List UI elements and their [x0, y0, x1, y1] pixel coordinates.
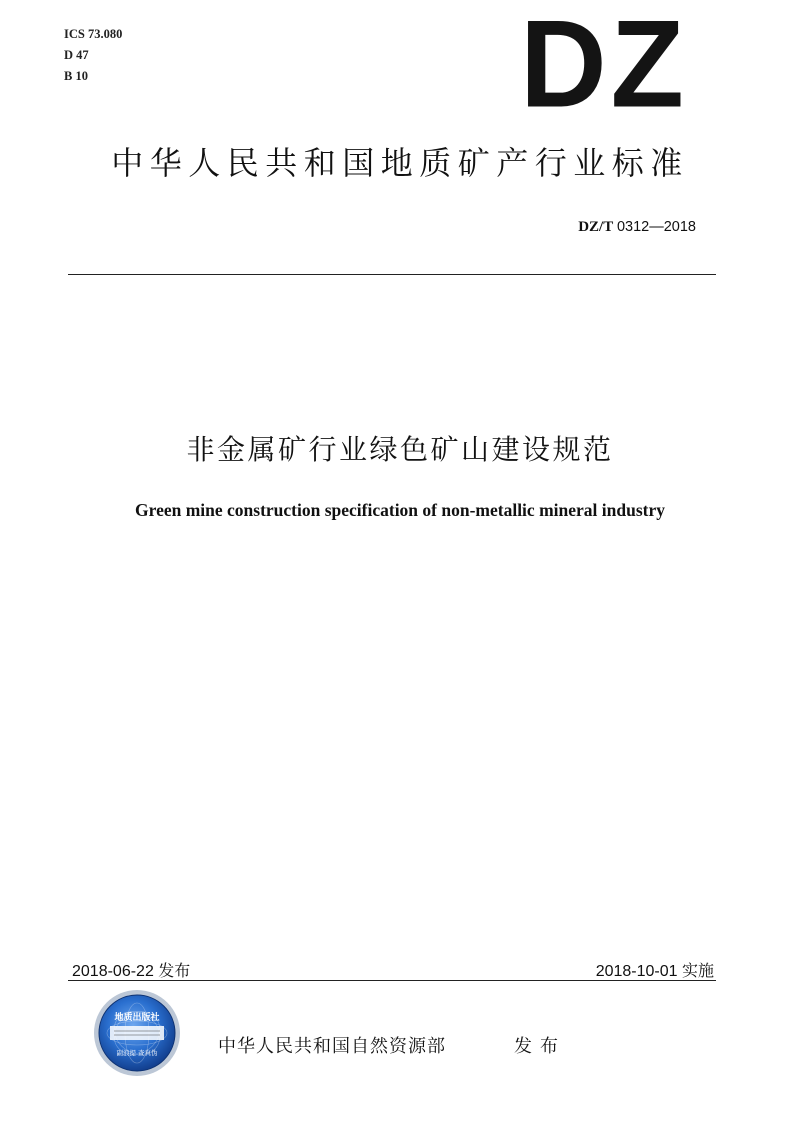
implementation-date: 2018-10-01 实施 — [595, 963, 714, 980]
issue-date: 2018-06-22 发布 — [72, 963, 191, 980]
seal-white-band — [110, 1026, 164, 1040]
standard-year-number: 0312—2018 — [616, 219, 696, 235]
ics-code: ICS 73.080 — [64, 27, 123, 41]
top-divider — [68, 274, 716, 275]
dz-logo: DZ — [520, 0, 688, 134]
classification-codes — [64, 24, 122, 87]
standard-number — [578, 219, 696, 236]
bottom-divider — [68, 980, 716, 981]
filing-code: B 10 — [64, 69, 88, 83]
standard-code: DZ/T — [578, 219, 614, 235]
publish-label: 发布 — [514, 1036, 566, 1057]
standard-category-title: 中华人民共和国地质矿产行业标准 — [111, 144, 689, 182]
anti-counterfeit-seal — [92, 988, 182, 1078]
seal-top-text: 地质出版社 — [114, 1013, 160, 1023]
document-title-english: Green mine construction specification of non-metallic mineral industry — [135, 500, 665, 520]
seal-bottom-text: 副浪提 查真伪 — [116, 1049, 158, 1057]
publisher-name: 中华人民共和国自然资源部 — [218, 1036, 446, 1057]
document-title-chinese: 非金属矿行业绿色矿山建设规范 — [186, 433, 614, 466]
seal-graphic — [92, 988, 182, 1078]
ccs-code: D 47 — [64, 48, 89, 62]
